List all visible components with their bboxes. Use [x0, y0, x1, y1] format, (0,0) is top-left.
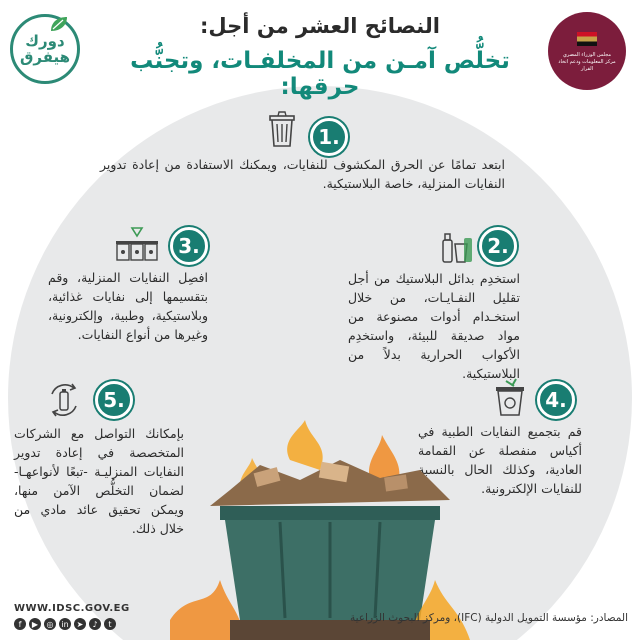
medical-waste-bin-icon [492, 377, 528, 419]
podcast-icon: ♪ [89, 618, 101, 630]
logo-text-line2: هيفرق [19, 48, 71, 66]
tip-2-text: استخدِم بدائل البلاستيك من أجل تقليل النفـايـات، من خلال استخـدام أدوات مصنوعة من مواد صديقة للبيئة، واستخدِم الأكواب الحرارية بدلاً من البلاستيكية. [348, 271, 520, 381]
page-subtitle: تخلُّص آمـن من المخلفـات، وتجنُّب حرقها: [130, 48, 510, 100]
recycle-bottle-icon [44, 380, 84, 420]
tip-3-number: 3. [170, 227, 208, 265]
dumpster-fire-icon [170, 420, 470, 640]
logo-right-line1: مجلس الوزراء المصري [563, 51, 611, 58]
telegram-icon: ➤ [74, 618, 86, 630]
facebook-icon: f [14, 618, 26, 630]
burning-dumpster-illustration [170, 420, 470, 640]
trash-bin-icon [266, 110, 298, 150]
website-url: WWW.IDSC.GOV.EG [14, 603, 130, 614]
logo-right-line2: مركز المعلومات ودعم اتخاذ القرار [558, 58, 616, 72]
linkedin-icon: in [59, 618, 71, 630]
instagram-icon: ◎ [44, 618, 56, 630]
social-icons [14, 618, 116, 630]
logo-text-line1: دورك [25, 32, 65, 50]
bottles-cup-icon [440, 226, 474, 266]
idsc-logo [548, 12, 626, 90]
tip-5-text: بإمكانك التواصل مع الشركات المتخصصة في إعادة تدوير النفايات المنزليـة -تبعًا لأنواعهـا- لضمان التخلُّص الآمن منها، ويمكن تحقيق عائد مادي من خلال ذلك. [14, 426, 184, 536]
tip-2-number: 2. [479, 227, 517, 265]
twitter-icon: t [104, 618, 116, 630]
page-title: النصائح العشر من أجل: [200, 14, 440, 38]
leaf-icon [49, 15, 69, 33]
sorting-bins-icon [114, 222, 160, 264]
tip-1-number: 1. [310, 118, 348, 156]
sources-text: المصادر: مؤسسة التمويل الدولية (IFC)، ومركز البحوث الزراعية [349, 612, 628, 624]
tip-5-number: 5. [95, 381, 133, 419]
tip-4-text: قم بتجميع النفايات الطبية في أكياس منفصلة عن القمامة العادية، وكذلك الحال بالنسبة للنفايات الإلكترونية. [418, 424, 582, 496]
youtube-icon: ▶ [29, 618, 41, 630]
tip-1-text: ابتعد تمامًا عن الحرق المكشوف للنفايات، ويمكنك الاستفادة من إعادة تدوير النفايات المنزلية، خاصة البلاستيكية. [100, 157, 505, 191]
tip-3-text: افصِل النفايات المنزلية، وقم بتقسيمها إلى نفايات غذائية، وبلاستيكية، وطبية، وإلكترونية، وغيرها من أنواع النفايات. [48, 270, 208, 342]
eagle-emblem-icon [575, 30, 599, 50]
campaign-logo [10, 14, 80, 84]
tip-4-number: 4. [537, 381, 575, 419]
